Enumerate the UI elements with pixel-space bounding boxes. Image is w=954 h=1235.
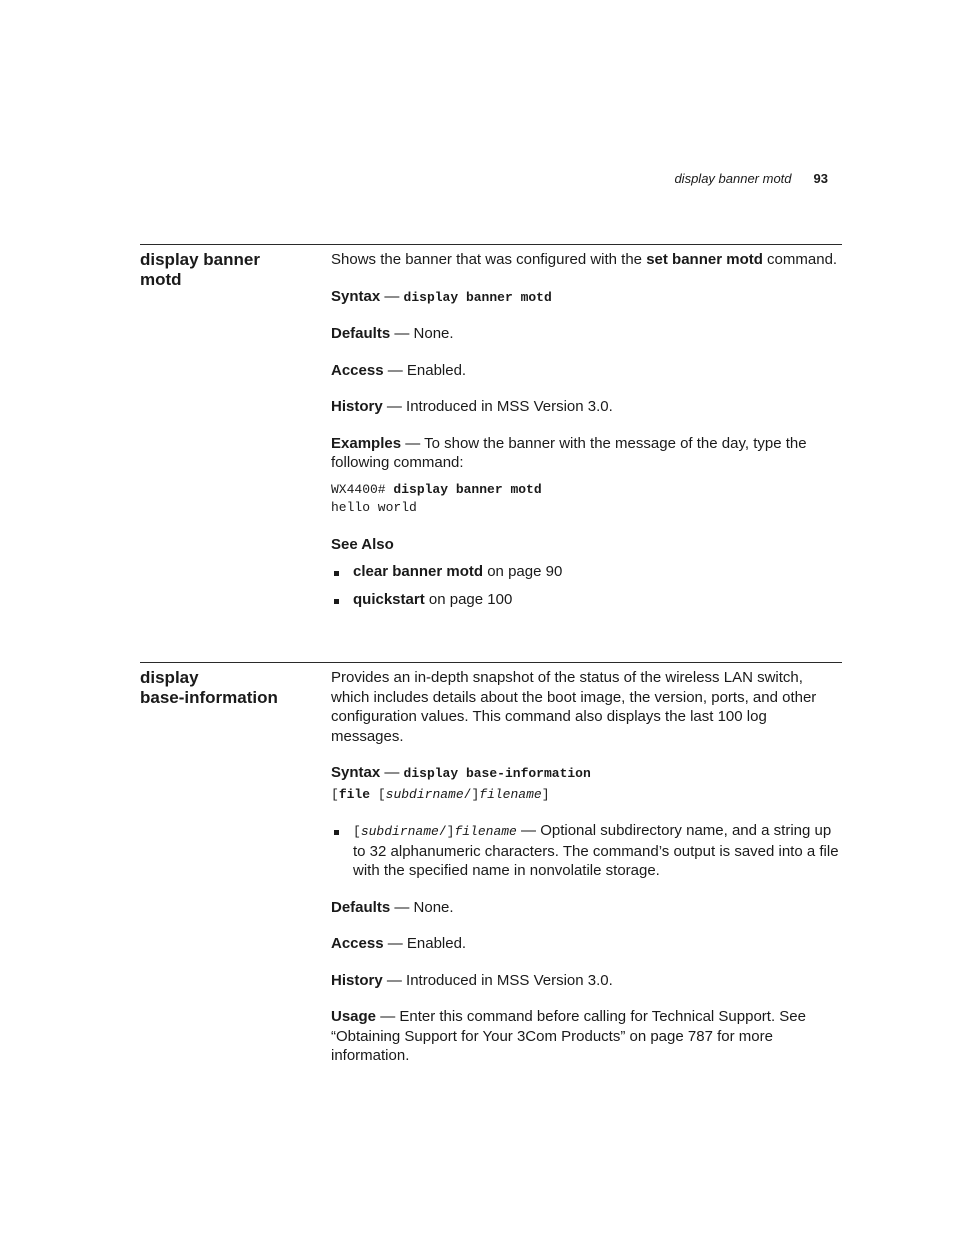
examples (331, 434, 842, 473)
see-also-link[interactable]: clear banner motd (353, 563, 484, 580)
syntax-label: Syntax (331, 287, 381, 305)
command-link: set banner motd (646, 251, 763, 268)
running-header (674, 171, 828, 186)
history (331, 971, 842, 991)
see-also-page: on page 90 (483, 563, 563, 580)
section-display-banner-motd (140, 244, 842, 608)
parameter-list (331, 821, 842, 881)
description-post: command. (762, 251, 838, 268)
examples-text: — To show the banner with the message of the day, type the following command: (331, 434, 807, 471)
section-body (331, 668, 842, 1083)
syntax-options (331, 785, 550, 802)
syntax-command: display base-information (403, 766, 591, 781)
access-text: — Enabled. (383, 361, 467, 379)
section-title (140, 668, 315, 708)
section-title-line2: motd (140, 270, 182, 289)
history-label: History (331, 971, 383, 989)
bracket: [ (370, 786, 386, 802)
history-label: History (331, 398, 383, 415)
usage-label: Usage (331, 1008, 377, 1025)
description-pre: Shows the banner that was configured with the (331, 251, 647, 268)
see-also-page: on page 100 (424, 590, 513, 608)
bracket: ] (541, 786, 550, 802)
syntax (331, 763, 842, 804)
parameter-item (331, 821, 842, 881)
file-keyword: file (338, 786, 371, 802)
history (331, 397, 842, 417)
syntax-command: display banner motd (403, 289, 552, 305)
access (331, 361, 842, 381)
section-title-line2: base-information (140, 688, 278, 707)
usage (331, 1007, 842, 1066)
examples-label: Examples (331, 434, 402, 452)
see-also-item[interactable] (331, 562, 842, 582)
section-title-line1: display banner (140, 250, 260, 269)
section-body (331, 250, 842, 617)
dash: — (380, 764, 404, 781)
access-label: Access (331, 935, 384, 952)
access-text: — Enabled. (383, 935, 467, 952)
see-also-heading: See Also (331, 535, 394, 553)
see-also-item[interactable] (331, 590, 842, 610)
running-header-title: display banner motd (674, 171, 792, 186)
description (331, 250, 842, 270)
access (331, 934, 842, 954)
usage-text: — Enter this command before calling for Technical Support. See “Obtaining Support for Your 3Com Products” on page 787 for more information. (331, 1008, 806, 1064)
section-title (140, 250, 315, 290)
example-code (331, 481, 842, 517)
bracket: /] (438, 824, 455, 839)
parameter-description: — Optional subdirectory name, and a string up to 32 alphanumeric characters. The command’s output is saved into a file with the specified name in nonvolatile storage. (353, 822, 839, 879)
description: Provides an in-depth snapshot of the status of the wireless LAN switch, which includes details about the boot image, the version, ports, and other configuration values. This command also displays the last 100 log messages. (331, 669, 817, 745)
bracket: [ (353, 824, 361, 839)
see-also-link[interactable]: quickstart (353, 590, 425, 608)
bracket: /] (463, 786, 480, 802)
subdirname-param: subdirname (385, 786, 464, 802)
section-title-line1: display (140, 668, 199, 687)
filename-param: filename (454, 824, 517, 839)
page-number: 93 (813, 171, 828, 186)
defaults-text: — None. (390, 898, 454, 916)
bracket: [ (331, 786, 339, 802)
example-prompt: WX4400# (331, 481, 394, 497)
history-text: — Introduced in MSS Version 3.0. (382, 398, 613, 415)
example-output: hello world (331, 499, 417, 515)
see-also-list (331, 562, 842, 609)
section-display-base-information (140, 662, 842, 1064)
syntax-label: Syntax (331, 764, 381, 781)
defaults-label: Defaults (331, 325, 391, 342)
dash: — (380, 287, 404, 305)
access-label: Access (331, 361, 384, 379)
defaults-label: Defaults (331, 898, 391, 916)
defaults-text: — None. (390, 325, 454, 342)
history-text: — Introduced in MSS Version 3.0. (382, 971, 613, 989)
syntax (331, 287, 842, 308)
defaults (331, 324, 842, 344)
defaults (331, 898, 842, 918)
filename-param: filename (479, 786, 542, 802)
example-command: display banner motd (393, 481, 542, 497)
subdirname-param: subdirname (360, 824, 439, 839)
